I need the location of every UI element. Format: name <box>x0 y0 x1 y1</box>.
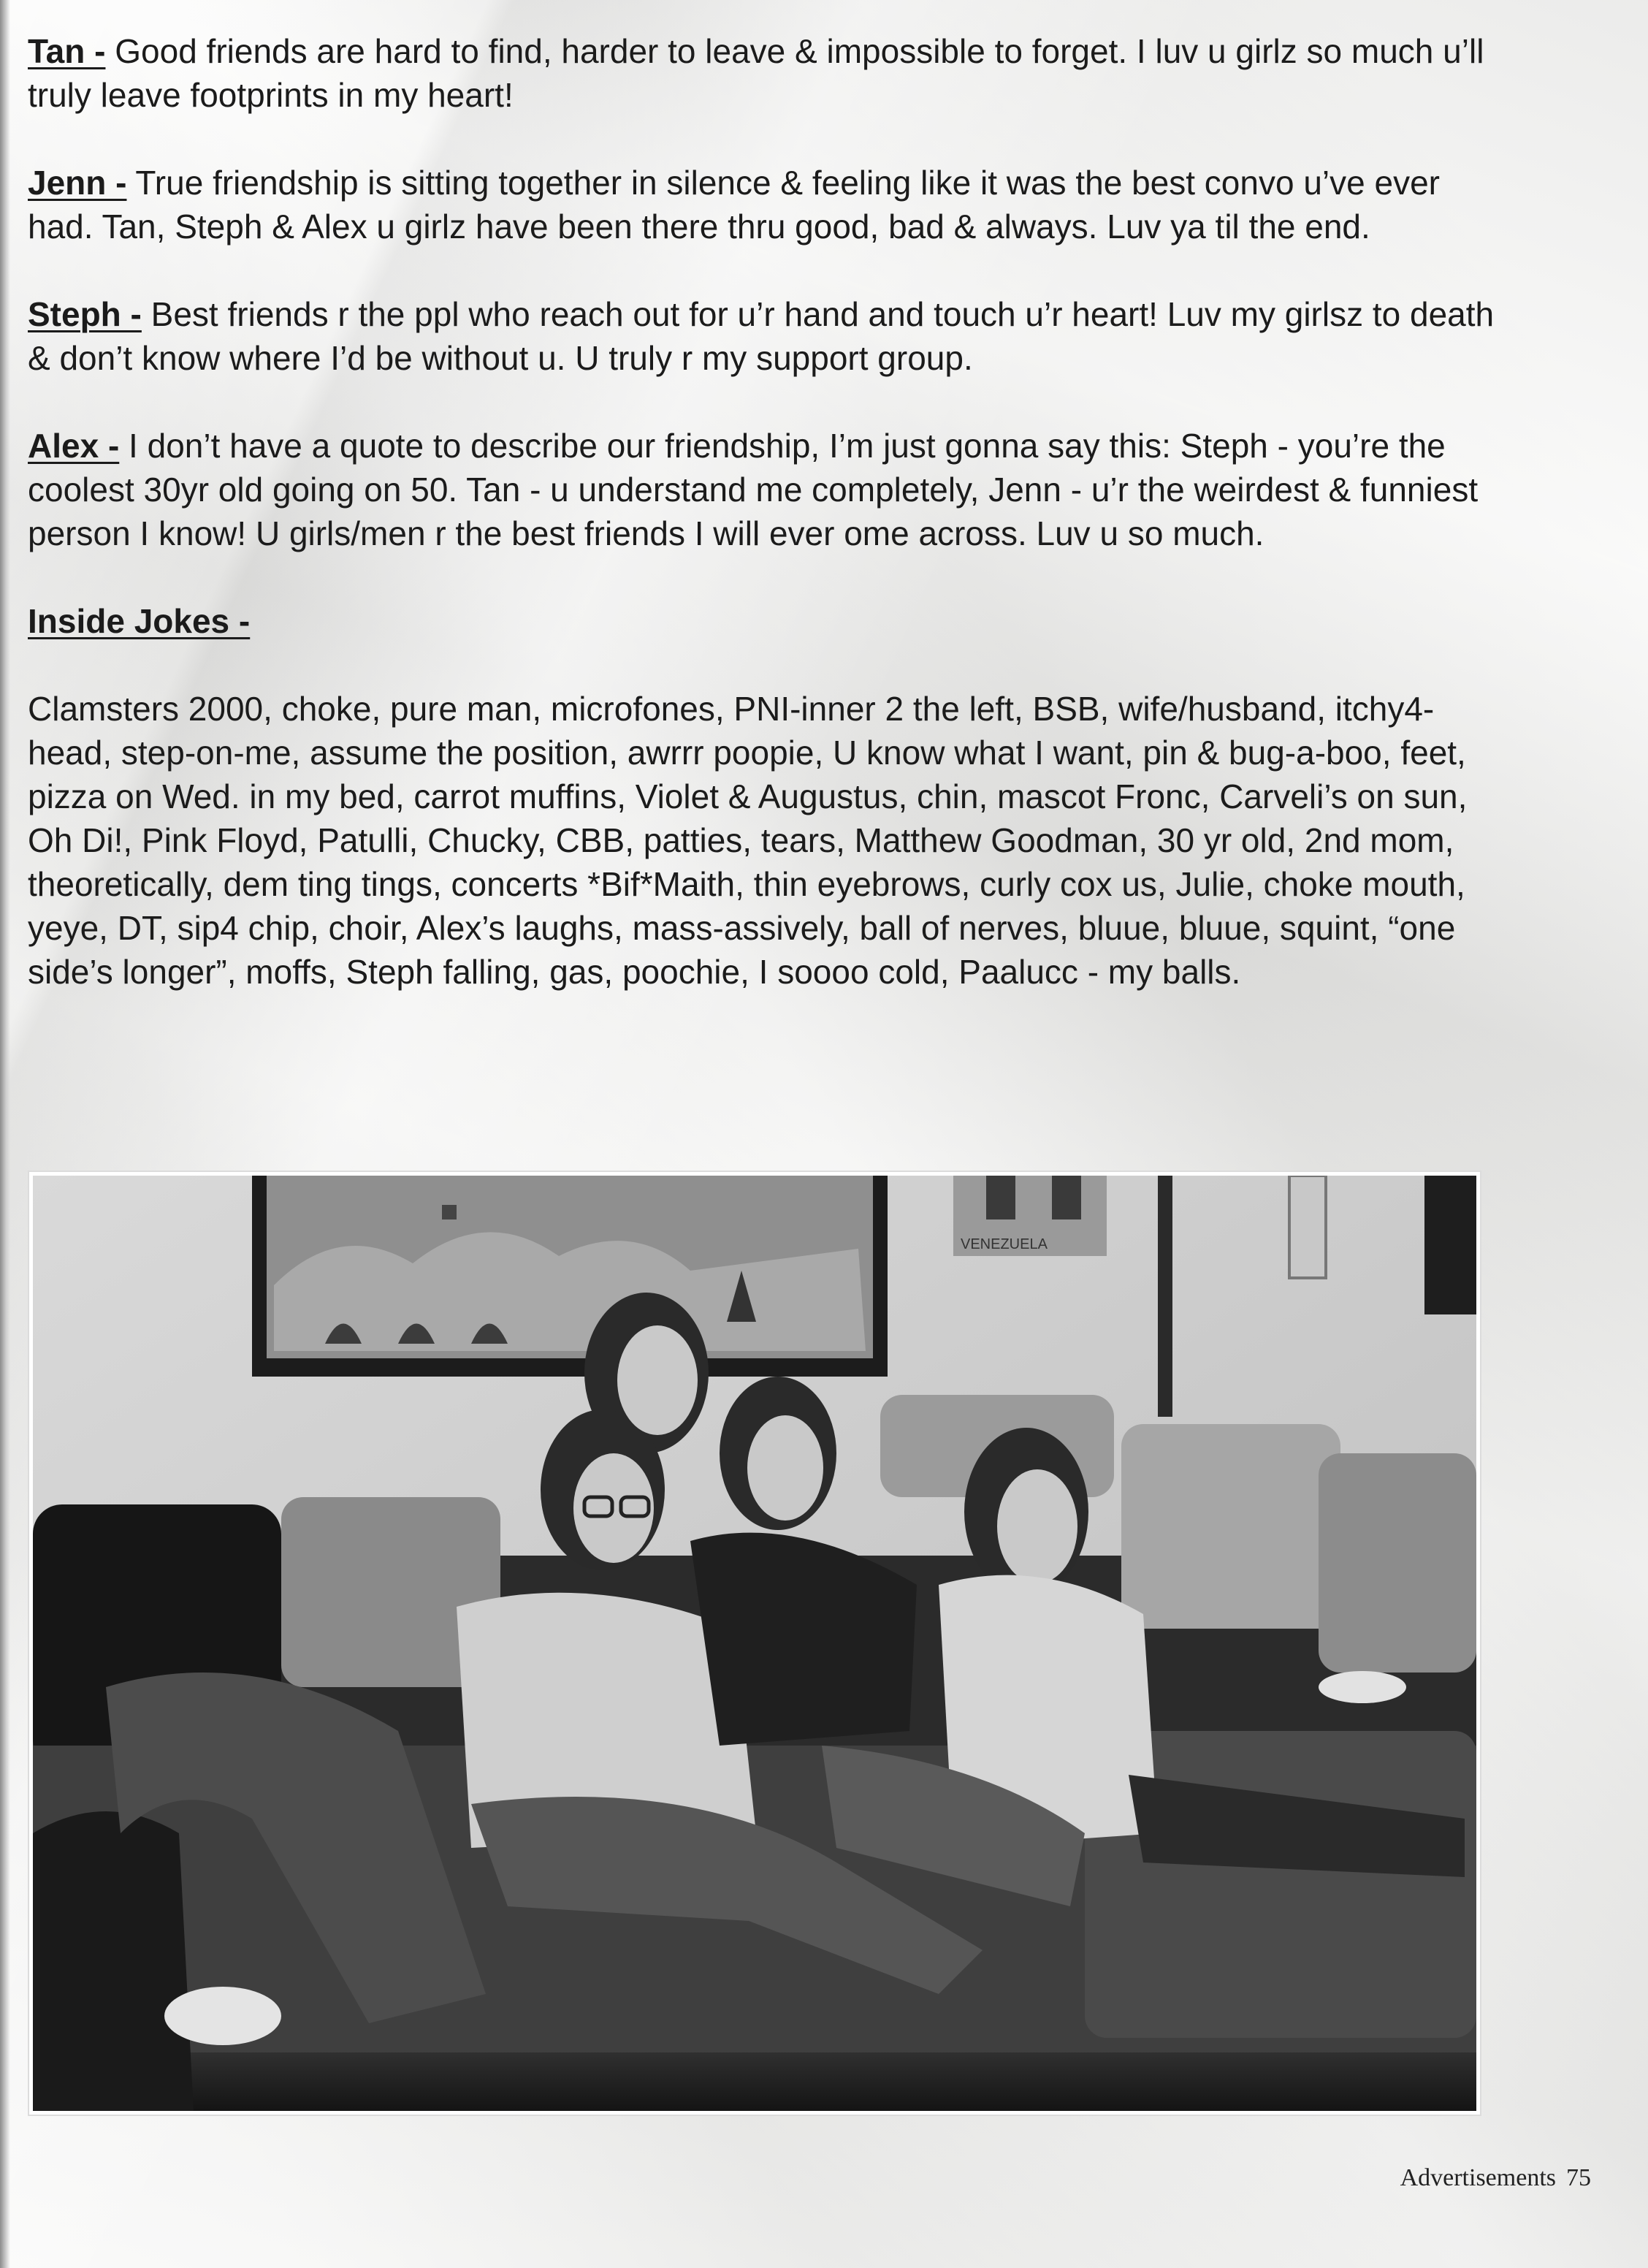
inside-jokes-text: Clamsters 2000, choke, pure man, microfones, PNI-inner 2 the left, BSB, wife/husband, itchy4-head, step-on-me, assume the position, awrrr poopie, U know what I want, pin & bug-a-boo, feet, pizza on Wed. in my bed, carrot muffins, Violet & Augustus, chin, mascot Fronc, Carveli’s on sun, Oh Di!, Pink Floyd, Patulli, Chucky, CBB, patties, tears, Matthew Goodman, 30 yr old, 2nd mom, theoretically, dem ting tings, concerts *Bif*Maith, thin eyebrows, curly cox us, Julie, choke mouth, yeye, DT, sip4 chip, choir, Alex’s laughs, mass-assively, ball of nerves, bluue, bluue, squint, “one side’s longer”, moffs, Steph falling, gas, poochie, I soooo cold, Paalucc - my balls. <box>28 690 1468 991</box>
footer-section: Advertisements <box>1400 2164 1556 2191</box>
entry-alex <box>28 424 1496 555</box>
entry-text: Good friends are hard to find, harder to leave & impossible to forget. I luv u girlz so much u’ll truly leave footprints in my heart! <box>28 32 1484 114</box>
group-photo-image <box>33 1176 1476 2111</box>
entry-steph <box>28 292 1496 380</box>
entry-text: True friendship is sitting together in silence & feeling like it was the best convo u’ve ever had. Tan, Steph & Alex u girlz have been there thru good, bad & always. Luv ya til the end. <box>28 164 1440 246</box>
page-binding-edge <box>0 0 10 2268</box>
entry-jenn <box>28 161 1496 248</box>
entry-text: I don’t have a quote to describe our friendship, I’m just gonna say this: Steph - you’re the coolest 30yr old going on 50. Tan - u understand me completely, Jenn - u’r the weirdest & funniest person I know! U girls/men r the best friends I will ever ome across. Luv u so much. <box>28 427 1479 552</box>
group-photo <box>29 1172 1480 2115</box>
entry-name: Tan - <box>28 32 106 70</box>
svg-text:VENEZUELA: VENEZUELA <box>961 1236 1048 1252</box>
venezuela-poster <box>953 1176 1107 1256</box>
entry-name: Alex - <box>28 427 120 465</box>
entry-name: Jenn - <box>28 164 127 202</box>
entry-name: Steph - <box>28 295 142 333</box>
inside-jokes-heading: Inside Jokes - <box>28 602 251 640</box>
text-content <box>28 29 1496 1038</box>
entry-tan <box>28 29 1496 117</box>
page-footer <box>1400 2164 1591 2192</box>
entry-text: Best friends r the ppl who reach out for u’r hand and touch u’r heart! Luv my girlsz to death & don’t know where I’d be without u. U truly r my support group. <box>28 295 1495 377</box>
page-number: 75 <box>1566 2164 1591 2191</box>
